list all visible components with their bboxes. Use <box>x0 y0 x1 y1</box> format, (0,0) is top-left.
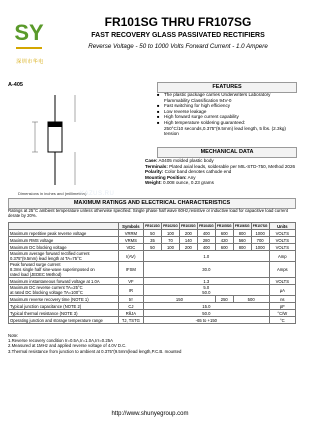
table-header-cell: FR106SG <box>234 224 250 228</box>
row-symbol: VF <box>118 278 143 285</box>
note-item: 3.Thermal resistance from junction to ambient at 0.375"(9.5mm)lead length,P.C.B. mounted <box>8 348 182 354</box>
mechanical-heading: MECHANICAL DATA <box>157 147 297 158</box>
package-label: A-405 <box>8 82 23 88</box>
row-parameter: Maximum DC reverse current TA=25°C at rated DC blocking voltage TA=100°C <box>9 285 119 296</box>
row-value: 100 <box>161 230 179 237</box>
row-value: 600 <box>215 244 233 251</box>
row-unit: °C/W <box>269 310 295 317</box>
row-value: 50 <box>144 244 162 251</box>
row-value: 400 <box>197 230 215 237</box>
feature-item: ■ Low reverse leakage <box>157 109 297 115</box>
row-unit: °C <box>269 317 295 324</box>
table-header-cell: Units <box>269 223 295 230</box>
row-symbol: VRMS <box>118 237 143 244</box>
row-value: 30.0 <box>144 262 270 278</box>
row-symbol: VRRM <box>118 230 143 237</box>
row-value: 50.0 <box>144 310 270 317</box>
table-row <box>9 317 296 324</box>
row-symbol: IFSM <box>118 262 143 278</box>
note-item: 1.Reverse recovery condition Ir=0.5A,Ir=1.0A,Irr=0.25A <box>8 338 113 344</box>
ratings-note: Ratings at 25°C ambient temperature unless otherwise specified. Single phase half wave 60Hz,resistive or inductive load for capacitive load current derate by 20%. <box>8 208 288 218</box>
row-symbol: CJ <box>118 303 143 310</box>
table-row <box>9 285 296 296</box>
note-item: 2.Measured at 1MHz and applied reverse voltage of 4.0V D.C. <box>8 343 127 349</box>
row-parameter: Maximum reverse recovery time (NOTE 1) <box>9 296 119 303</box>
row-value: 140 <box>179 237 197 244</box>
row-unit: VOLTS <box>269 278 295 285</box>
row-value: -65 to +150 <box>144 317 270 324</box>
table-header-cell: FR107SG <box>252 224 268 228</box>
row-symbol: VDC <box>118 244 143 251</box>
row-value: 400 <box>197 244 215 251</box>
row-value: 50 <box>144 230 162 237</box>
case-value: A0405 molded plastic body <box>158 158 214 163</box>
terminals-label: Terminals: <box>145 163 168 169</box>
row-value: 1.3 <box>144 278 270 285</box>
row-value: 1000 <box>251 244 269 251</box>
row-value: 600 <box>215 230 233 237</box>
features-heading: FEATURES <box>157 82 297 93</box>
features-list <box>157 92 297 137</box>
feature-item-continued: 250°C/10 seconds,0.375"(9.5mm) lead length, 5 lbs. (2.3kg) tension <box>164 125 286 137</box>
feature-item: ■ The plastic package carries Underwriters Laboratory Flammability Classification 94V-0 <box>157 92 297 103</box>
row-value: 800 <box>233 244 251 251</box>
row-parameter: Maximum repetitive peak reverse voltage <box>9 230 119 237</box>
case-label: Case: <box>145 158 158 163</box>
row-parameter: Maximum DC blocking voltage <box>9 244 119 251</box>
row-parameter: Typical junction capacitance (NOTE 2) <box>9 303 119 310</box>
table-row <box>9 296 296 303</box>
row-unit: ns <box>269 296 295 303</box>
document-header <box>0 0 300 76</box>
feature-item: ■ High forward surge current capability <box>157 114 297 120</box>
row-value: 250 <box>215 296 233 303</box>
row-parameter: Maximum RMS voltage <box>9 237 119 244</box>
row-value: 100 <box>161 244 179 251</box>
row-value: 500 <box>233 296 269 303</box>
logo-subtitle: 深圳市华电 <box>16 59 44 65</box>
row-value: 700 <box>251 237 269 244</box>
table-header-cell <box>9 223 119 230</box>
notes-heading: Note: <box>8 333 19 338</box>
row-parameter: Maximum instantaneous forward voltage at 1.0A <box>9 278 119 285</box>
row-symbol: RθJA <box>118 310 143 317</box>
row-symbol: I(AV) <box>118 251 143 262</box>
weight-label: Weight: <box>145 180 162 185</box>
spec-line: Reverse Voltage - 50 to 1000 Volts Forward Current - 1.0 Ampere <box>88 43 268 50</box>
row-value: 420 <box>215 237 233 244</box>
dimension-note: Dimensions in inches and (millimeters) <box>18 191 87 196</box>
row-value: 200 <box>179 230 197 237</box>
feature-item: ■ Fast switching for high efficiency <box>157 103 297 109</box>
watermark: KAZUS.RU <box>80 191 115 197</box>
row-unit: μA <box>269 285 295 296</box>
website-link[interactable]: http://www.shunyegroup.com <box>111 411 189 417</box>
page-title: FR101SG THRU FR107SG <box>104 15 252 29</box>
mounting-value: Any <box>187 174 196 180</box>
table-header-cell: FR105SG <box>216 224 232 228</box>
table-header-cell: FR101SG <box>145 224 160 228</box>
polarity-label: Polarity: <box>145 169 164 174</box>
package-outline-drawing <box>10 90 122 190</box>
terminals-value: Plated axial leads, solderable per MIL-STD-750, Method 2026 <box>169 163 296 169</box>
row-symbol: IR <box>118 285 143 296</box>
feature-item: ■ High temperature soldering guaranteed: <box>157 120 297 126</box>
page-subtitle: FAST RECOVERY GLASS PASSIVATED RECTIFIERS <box>91 32 265 39</box>
table-row <box>9 310 296 317</box>
weight-value: 0.008 ounce, 0.23 grams <box>163 180 214 185</box>
table-header-cell: FR103SG <box>181 224 196 228</box>
row-parameter: Operating junction and storage temperature range <box>9 317 119 324</box>
ratings-table <box>8 222 296 324</box>
row-value: 1000 <box>251 230 269 237</box>
row-value: 560 <box>233 237 251 244</box>
ratings-heading: MAXIMUM RATINGS AND ELECTRICAL CHARACTERISTICS <box>8 198 296 209</box>
notes <box>8 333 298 354</box>
row-parameter: Typical thermal resistance (NOTE 3) <box>9 310 119 317</box>
row-unit: Amps <box>269 262 295 278</box>
row-value: 280 <box>197 237 215 244</box>
row-unit: Amp <box>269 251 295 262</box>
row-value: 150 <box>144 296 216 303</box>
table-row <box>9 278 296 285</box>
mechanical-data <box>145 158 297 186</box>
row-value: 200 <box>179 244 197 251</box>
table-header-cell: FR104SG <box>198 224 214 228</box>
row-unit: pF <box>269 303 295 310</box>
company-logo <box>12 14 46 54</box>
row-symbol: trr <box>118 296 143 303</box>
table-row <box>9 251 296 262</box>
row-value: 1.0 <box>144 251 270 262</box>
row-value: 5.0 50.0 <box>144 285 270 296</box>
row-unit: VOLTS <box>269 230 295 237</box>
row-value: 35 <box>144 237 162 244</box>
table-header-cell: FR102SG <box>163 224 178 228</box>
polarity-value: Color band denotes cathode end <box>164 169 232 174</box>
table-header-row <box>9 223 296 230</box>
table-row <box>9 303 296 310</box>
mounting-label: Mounting Position: <box>145 174 187 180</box>
table-row <box>9 244 296 251</box>
row-value: 70 <box>161 237 179 244</box>
table-row <box>9 262 296 278</box>
row-value: 15.0 <box>144 303 270 310</box>
row-parameter: Maximum average forward rectified current 0.375"(9.5mm) lead length at TA=75°C <box>9 251 119 262</box>
logo-mark: SY <box>14 20 44 45</box>
row-unit: VOLTS <box>269 237 295 244</box>
table-row <box>9 230 296 237</box>
row-parameter: Peak forward surge current 8.3ms single half sine-wave superimposed on rated load (JEDEC Method) <box>9 262 119 278</box>
table-row <box>9 237 296 244</box>
row-value: 800 <box>233 230 251 237</box>
row-unit: VOLTS <box>269 244 295 251</box>
row-symbol: TJ, TSTG <box>118 317 143 324</box>
table-header-cell: Symbols <box>118 223 143 230</box>
